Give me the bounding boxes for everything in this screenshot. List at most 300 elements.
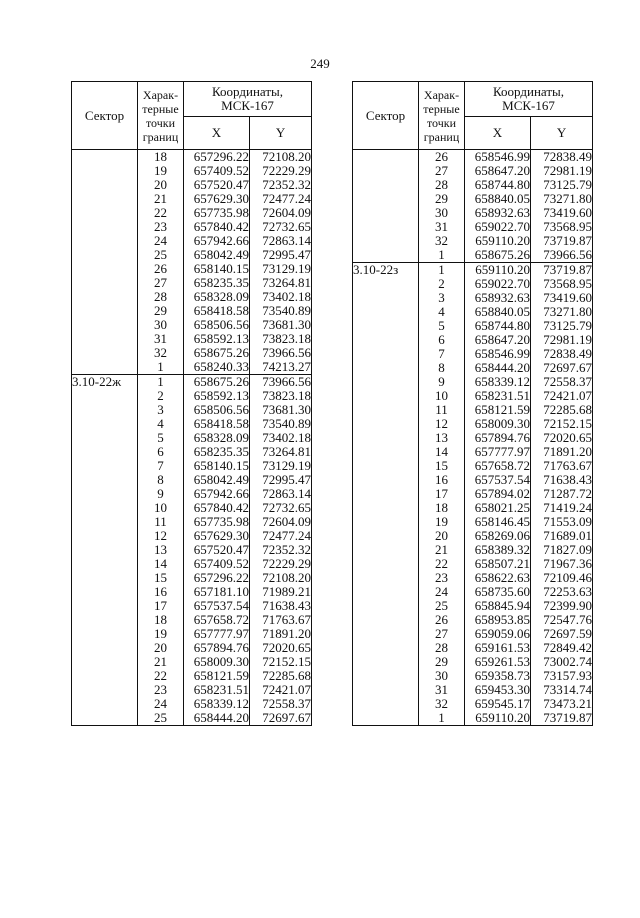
x-cell: 658140.15 — [184, 262, 250, 276]
table-row — [72, 234, 312, 248]
x-cell: 657537.54 — [184, 599, 250, 613]
x-cell: 658675.26 — [184, 375, 250, 390]
x-cell: 658932.63 — [465, 206, 531, 220]
table-row — [353, 585, 593, 599]
point-cell: 31 — [138, 332, 184, 346]
point-cell: 31 — [419, 683, 465, 697]
table-row — [353, 627, 593, 641]
x-cell: 657658.72 — [465, 459, 531, 473]
table-row — [72, 571, 312, 585]
x-cell: 658418.58 — [184, 417, 250, 431]
point-cell: 9 — [138, 487, 184, 501]
sector-cell — [72, 360, 138, 375]
sector-cell — [72, 459, 138, 473]
y-cell: 73125.79 — [531, 319, 593, 333]
table-row — [72, 346, 312, 360]
point-cell: 1 — [138, 375, 184, 390]
sector-cell — [353, 585, 419, 599]
x-cell: 658418.58 — [184, 304, 250, 318]
x-cell: 657942.66 — [184, 487, 250, 501]
table-row — [72, 375, 312, 390]
x-cell: 658231.51 — [184, 683, 250, 697]
point-cell: 3 — [419, 291, 465, 305]
x-cell: 657629.30 — [184, 192, 250, 206]
y-cell: 73473.21 — [531, 697, 593, 711]
point-cell: 24 — [138, 697, 184, 711]
y-cell: 73129.19 — [250, 459, 312, 473]
sector-cell — [72, 164, 138, 178]
x-cell: 658146.45 — [465, 515, 531, 529]
x-cell: 657894.02 — [465, 487, 531, 501]
page-number: 249 — [310, 56, 330, 71]
x-cell: 658546.99 — [465, 347, 531, 361]
y-cell: 72732.65 — [250, 220, 312, 234]
sector-cell — [353, 641, 419, 655]
y-cell: 73681.30 — [250, 403, 312, 417]
x-cell: 658953.85 — [465, 613, 531, 627]
sector-cell — [353, 613, 419, 627]
sector-cell — [72, 304, 138, 318]
x-cell: 657658.72 — [184, 613, 250, 627]
table-row — [353, 571, 593, 585]
point-cell: 26 — [419, 150, 465, 165]
x-cell: 658235.35 — [184, 445, 250, 459]
y-cell: 72109.46 — [531, 571, 593, 585]
point-cell: 3 — [138, 403, 184, 417]
point-cell: 13 — [138, 543, 184, 557]
sector-cell — [353, 417, 419, 431]
table-row — [72, 318, 312, 332]
y-cell: 72421.07 — [531, 389, 593, 403]
sector-cell — [353, 220, 419, 234]
table-row — [72, 304, 312, 318]
sector-cell — [72, 192, 138, 206]
sector-cell — [72, 206, 138, 220]
x-cell: 658021.25 — [465, 501, 531, 515]
sector-cell — [72, 697, 138, 711]
sector-cell — [353, 333, 419, 347]
sector-cell — [353, 459, 419, 473]
header-sector: Сектор — [353, 82, 419, 150]
table-row — [72, 332, 312, 346]
x-cell: 658507.21 — [465, 557, 531, 571]
point-cell: 28 — [419, 641, 465, 655]
sector-cell — [72, 417, 138, 431]
x-cell: 658845.94 — [465, 599, 531, 613]
y-cell: 73719.87 — [531, 263, 593, 278]
y-cell: 71967.36 — [531, 557, 593, 571]
table-row — [72, 178, 312, 192]
table-row — [353, 655, 593, 669]
table-row — [353, 599, 593, 613]
sector-cell — [72, 515, 138, 529]
point-cell: 22 — [138, 206, 184, 220]
sector-cell — [353, 375, 419, 389]
sector-cell — [72, 599, 138, 613]
y-cell: 73966.56 — [250, 346, 312, 360]
table-row — [353, 319, 593, 333]
sector-cell — [353, 529, 419, 543]
table-row — [353, 543, 593, 557]
y-cell: 72477.24 — [250, 192, 312, 206]
point-cell: 20 — [419, 529, 465, 543]
point-cell: 22 — [138, 669, 184, 683]
header-coordinates: Координаты, МСК-167 — [465, 82, 593, 117]
sector-cell — [353, 627, 419, 641]
table-row — [72, 501, 312, 515]
sector-cell — [353, 277, 419, 291]
y-cell: 73002.74 — [531, 655, 593, 669]
y-cell: 71689.01 — [531, 529, 593, 543]
sector-cell — [353, 669, 419, 683]
sector-cell — [353, 487, 419, 501]
x-cell: 658240.33 — [184, 360, 250, 375]
x-cell: 658339.12 — [465, 375, 531, 389]
table-row — [353, 403, 593, 417]
point-cell: 29 — [419, 192, 465, 206]
x-cell: 658121.59 — [184, 669, 250, 683]
table-row — [353, 277, 593, 291]
sector-cell — [353, 571, 419, 585]
point-cell: 25 — [138, 248, 184, 262]
point-cell: 19 — [138, 164, 184, 178]
sector-cell — [353, 234, 419, 248]
x-cell: 659261.53 — [465, 655, 531, 669]
y-cell: 73264.81 — [250, 445, 312, 459]
point-cell: 12 — [138, 529, 184, 543]
table-row — [353, 501, 593, 515]
sector-cell — [353, 711, 419, 726]
x-cell: 659110.20 — [465, 711, 531, 726]
y-cell: 73402.18 — [250, 290, 312, 304]
sector-cell — [72, 150, 138, 165]
point-cell: 19 — [419, 515, 465, 529]
x-cell: 657840.42 — [184, 220, 250, 234]
x-cell: 657735.98 — [184, 206, 250, 220]
sector-cell — [353, 248, 419, 263]
table-row — [72, 164, 312, 178]
x-cell: 658647.20 — [465, 333, 531, 347]
header-sector: Сектор — [72, 82, 138, 150]
sector-cell — [353, 206, 419, 220]
point-cell: 4 — [138, 417, 184, 431]
x-cell: 658506.56 — [184, 318, 250, 332]
table-row — [72, 150, 312, 165]
y-cell: 73568.95 — [531, 220, 593, 234]
point-cell: 27 — [419, 627, 465, 641]
y-cell: 71287.72 — [531, 487, 593, 501]
sector-cell — [353, 599, 419, 613]
x-cell: 658622.63 — [465, 571, 531, 585]
y-cell: 73125.79 — [531, 178, 593, 192]
table-row — [353, 641, 593, 655]
point-cell: 10 — [138, 501, 184, 515]
x-cell: 658231.51 — [465, 389, 531, 403]
header-coordinates: Координаты, МСК-167 — [184, 82, 312, 117]
point-cell: 16 — [138, 585, 184, 599]
y-cell: 73568.95 — [531, 277, 593, 291]
point-cell: 18 — [138, 613, 184, 627]
sector-cell — [72, 473, 138, 487]
table-row — [72, 276, 312, 290]
table-row — [353, 431, 593, 445]
point-cell: 11 — [138, 515, 184, 529]
x-cell: 659110.20 — [465, 263, 531, 278]
table-row — [72, 248, 312, 262]
y-cell: 73823.18 — [250, 332, 312, 346]
sector-cell — [72, 234, 138, 248]
sector-cell: 3.10-22з — [353, 263, 419, 278]
x-cell: 658140.15 — [184, 459, 250, 473]
header-points: Харак- терные точки границ — [138, 82, 184, 150]
table-row — [353, 248, 593, 263]
table-row — [353, 220, 593, 234]
y-cell: 72229.29 — [250, 164, 312, 178]
point-cell: 12 — [419, 417, 465, 431]
y-cell: 72838.49 — [531, 347, 593, 361]
y-cell: 71638.43 — [250, 599, 312, 613]
point-cell: 7 — [138, 459, 184, 473]
coordinates-table-left — [71, 81, 312, 726]
y-cell: 71553.09 — [531, 515, 593, 529]
x-cell: 657181.10 — [184, 585, 250, 599]
y-cell: 73271.80 — [531, 305, 593, 319]
y-cell: 74213.27 — [250, 360, 312, 375]
table-row — [72, 711, 312, 726]
sector-cell — [72, 711, 138, 726]
y-cell: 73681.30 — [250, 318, 312, 332]
point-cell: 1 — [419, 263, 465, 278]
x-cell: 658235.35 — [184, 276, 250, 290]
x-cell: 658042.49 — [184, 248, 250, 262]
table-row — [353, 487, 593, 501]
x-cell: 657296.22 — [184, 571, 250, 585]
table-row — [353, 697, 593, 711]
x-cell: 657296.22 — [184, 150, 250, 165]
point-cell: 32 — [138, 346, 184, 360]
y-cell: 72863.14 — [250, 234, 312, 248]
point-cell: 30 — [419, 669, 465, 683]
point-cell: 8 — [419, 361, 465, 375]
point-cell: 5 — [419, 319, 465, 333]
point-cell: 15 — [419, 459, 465, 473]
table-row — [353, 150, 593, 165]
table-row — [72, 459, 312, 473]
point-cell: 26 — [419, 613, 465, 627]
x-cell: 659545.17 — [465, 697, 531, 711]
table-row — [353, 459, 593, 473]
table-row — [72, 627, 312, 641]
header-points: Харак- терные точки границ — [419, 82, 465, 150]
point-cell: 29 — [419, 655, 465, 669]
sector-cell — [72, 276, 138, 290]
y-cell: 72285.68 — [250, 669, 312, 683]
table-row — [72, 585, 312, 599]
table-row — [72, 529, 312, 543]
sector-cell — [353, 543, 419, 557]
x-cell: 658546.99 — [465, 150, 531, 165]
y-cell: 73129.19 — [250, 262, 312, 276]
x-cell: 658735.60 — [465, 585, 531, 599]
y-cell: 72285.68 — [531, 403, 593, 417]
table-row — [72, 262, 312, 276]
y-cell: 73966.56 — [531, 248, 593, 263]
y-cell: 73402.18 — [250, 431, 312, 445]
x-cell: 659059.06 — [465, 627, 531, 641]
table-row — [72, 697, 312, 711]
x-cell: 657894.76 — [184, 641, 250, 655]
x-cell: 658389.32 — [465, 543, 531, 557]
table-row — [72, 487, 312, 501]
sector-cell — [72, 290, 138, 304]
table-row — [72, 599, 312, 613]
point-cell: 2 — [138, 389, 184, 403]
point-cell: 20 — [138, 641, 184, 655]
point-cell: 18 — [419, 501, 465, 515]
sector-cell — [72, 571, 138, 585]
y-cell: 73966.56 — [250, 375, 312, 390]
y-cell: 71891.20 — [250, 627, 312, 641]
sector-cell — [72, 529, 138, 543]
x-cell: 658675.26 — [184, 346, 250, 360]
y-cell: 71763.67 — [531, 459, 593, 473]
point-cell: 14 — [138, 557, 184, 571]
point-cell: 27 — [419, 164, 465, 178]
y-cell: 72229.29 — [250, 557, 312, 571]
y-cell: 71827.09 — [531, 543, 593, 557]
table-row — [72, 360, 312, 375]
table-row — [72, 192, 312, 206]
sector-cell — [72, 262, 138, 276]
y-cell: 72477.24 — [250, 529, 312, 543]
y-cell: 72981.19 — [531, 333, 593, 347]
x-cell: 658647.20 — [465, 164, 531, 178]
point-cell: 7 — [419, 347, 465, 361]
point-cell: 17 — [138, 599, 184, 613]
x-cell: 659358.73 — [465, 669, 531, 683]
table-row — [72, 431, 312, 445]
sector-cell — [72, 627, 138, 641]
table-row — [353, 473, 593, 487]
table-row — [353, 613, 593, 627]
y-cell: 73419.60 — [531, 206, 593, 220]
y-cell: 73419.60 — [531, 291, 593, 305]
table-row — [72, 557, 312, 571]
y-cell: 72020.65 — [531, 431, 593, 445]
y-cell: 72849.42 — [531, 641, 593, 655]
x-cell: 657409.52 — [184, 164, 250, 178]
point-cell: 10 — [419, 389, 465, 403]
y-cell: 72995.47 — [250, 248, 312, 262]
sector-cell — [353, 501, 419, 515]
x-cell: 658444.20 — [465, 361, 531, 375]
sector-cell — [353, 473, 419, 487]
point-cell: 6 — [138, 445, 184, 459]
point-cell: 21 — [138, 655, 184, 669]
x-cell: 659110.20 — [465, 234, 531, 248]
table-row — [72, 290, 312, 304]
x-cell: 659022.70 — [465, 277, 531, 291]
sector-cell — [72, 178, 138, 192]
y-cell: 72108.20 — [250, 150, 312, 165]
sector-cell — [353, 431, 419, 445]
x-cell: 658744.80 — [465, 178, 531, 192]
y-cell: 72558.37 — [250, 697, 312, 711]
header-y: Y — [531, 117, 593, 150]
sector-cell — [353, 319, 419, 333]
table-row — [72, 515, 312, 529]
y-cell: 73314.74 — [531, 683, 593, 697]
table-row — [353, 206, 593, 220]
x-cell: 657520.47 — [184, 178, 250, 192]
point-cell: 8 — [138, 473, 184, 487]
sector-cell — [353, 361, 419, 375]
sector-cell — [353, 150, 419, 165]
point-cell: 11 — [419, 403, 465, 417]
y-cell: 72108.20 — [250, 571, 312, 585]
table-row — [353, 375, 593, 389]
point-cell: 5 — [138, 431, 184, 445]
point-cell: 21 — [419, 543, 465, 557]
x-cell: 658339.12 — [184, 697, 250, 711]
point-cell: 4 — [419, 305, 465, 319]
x-cell: 657537.54 — [465, 473, 531, 487]
y-cell: 72253.63 — [531, 585, 593, 599]
y-cell: 72558.37 — [531, 375, 593, 389]
table-row — [353, 234, 593, 248]
sector-cell — [353, 305, 419, 319]
point-cell: 32 — [419, 697, 465, 711]
point-cell: 1 — [419, 711, 465, 726]
x-cell: 658328.09 — [184, 290, 250, 304]
x-cell: 658121.59 — [465, 403, 531, 417]
table-row — [353, 291, 593, 305]
sector-cell — [353, 403, 419, 417]
x-cell: 658840.05 — [465, 305, 531, 319]
table-row — [72, 613, 312, 627]
sector-cell — [72, 431, 138, 445]
point-cell: 28 — [419, 178, 465, 192]
point-cell: 19 — [138, 627, 184, 641]
point-cell: 23 — [138, 683, 184, 697]
point-cell: 30 — [419, 206, 465, 220]
table-row — [353, 305, 593, 319]
x-cell: 658744.80 — [465, 319, 531, 333]
point-cell: 23 — [419, 571, 465, 585]
x-cell: 658009.30 — [465, 417, 531, 431]
sector-cell — [72, 683, 138, 697]
sector-cell — [72, 389, 138, 403]
point-cell: 30 — [138, 318, 184, 332]
point-cell: 27 — [138, 276, 184, 290]
point-cell: 2 — [419, 277, 465, 291]
x-cell: 657520.47 — [184, 543, 250, 557]
x-cell: 659022.70 — [465, 220, 531, 234]
table-row — [353, 669, 593, 683]
y-cell: 72981.19 — [531, 164, 593, 178]
y-cell: 73719.87 — [531, 234, 593, 248]
table-row — [72, 445, 312, 459]
point-cell: 16 — [419, 473, 465, 487]
x-cell: 657840.42 — [184, 501, 250, 515]
y-cell: 72421.07 — [250, 683, 312, 697]
point-cell: 6 — [419, 333, 465, 347]
point-cell: 25 — [138, 711, 184, 726]
sector-cell — [353, 192, 419, 206]
y-cell: 73540.89 — [250, 304, 312, 318]
y-cell: 72838.49 — [531, 150, 593, 165]
sector-cell — [353, 178, 419, 192]
